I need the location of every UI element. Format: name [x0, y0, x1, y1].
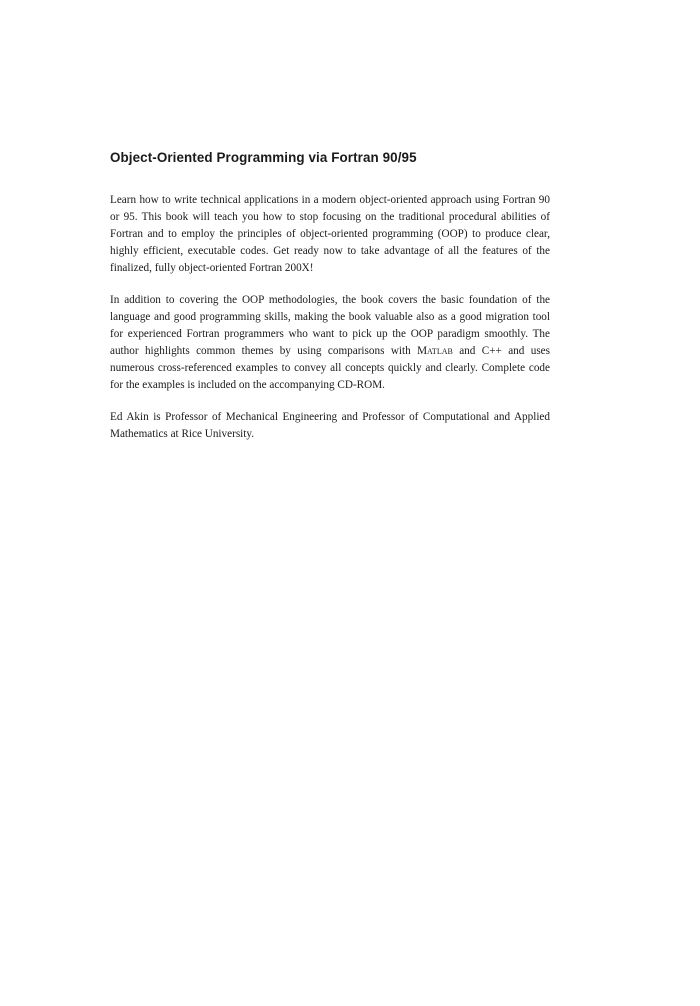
matlab-small-caps: Matlab [417, 345, 453, 357]
paragraph-2-text-part-2: and C++ and uses numerous cross-referenced examples to convey all concepts quickly and clearly. Complete code for the examples is included on the accompanying CD-ROM. [110, 345, 551, 391]
description-paragraph-1: Learn how to write technical applications in a modern object-oriented approach using Fortran 90 or 95. This book will teach you how to stop focusing on the traditional procedural abilities of Fortran and to employ the principles of object-oriented programming (OOP) to produce clear, highly efficient, executable codes. Get ready now to take advantage of all the features of the finalized, fully object-oriented Fortran 200X! [110, 194, 550, 274]
paragraph-2-text-part-1: In addition to covering the OOP methodologies, the book covers the basic foundation of the language and good programming skills, making the book valuable also as a good migration tool for experienced Fortran programmers who want to pick up the OOP paradigm smoothly. The author highlights common themes by using comparisons with [110, 294, 550, 357]
description-paragraph-2 [110, 292, 550, 394]
book-title: Object-Oriented Programming via Fortran 90/95 [110, 150, 417, 165]
author-bio-paragraph: Ed Akin is Professor of Mechanical Engineering and Professor of Computational and Applied Mathematics at Rice University. [110, 411, 550, 440]
back-cover-text [110, 148, 550, 458]
